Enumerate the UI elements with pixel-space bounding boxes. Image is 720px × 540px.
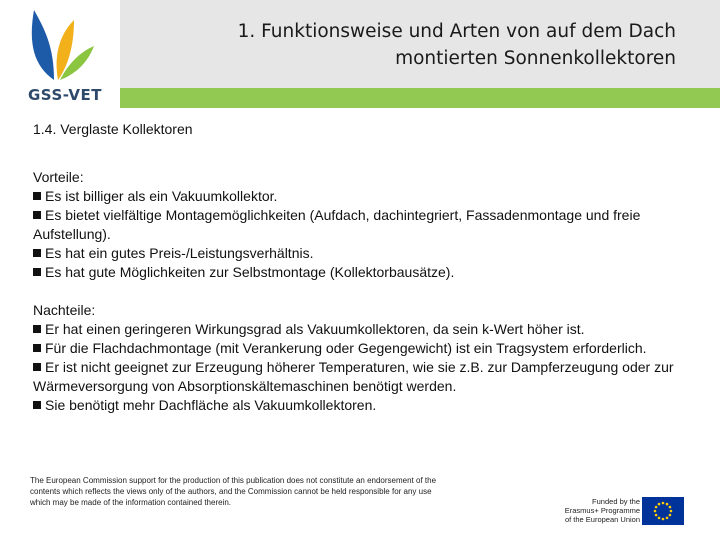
title-line-1: 1. Funktionsweise und Arten von auf dem Dach	[237, 21, 676, 42]
spacer	[33, 282, 683, 301]
eu-star-icon	[670, 510, 673, 513]
disadvantages-heading: Nachteile:	[33, 302, 96, 318]
disadvantage-item	[33, 396, 683, 415]
funded-by-text	[560, 497, 640, 524]
bullet-square-icon	[33, 344, 41, 352]
advantage-text: Es bietet vielfältige Montagemöglichkeiten (Aufdach, dachintegriert, Fassadenmontage und freie Aufstellung).	[33, 207, 641, 242]
advantage-text: Es hat gute Möglichkeiten zur Selbstmontage (Kollektorbausätze).	[45, 264, 455, 280]
advantage-item	[33, 263, 683, 282]
disadvantage-item	[33, 320, 683, 339]
eu-star-icon	[662, 502, 665, 505]
eu-star-icon	[654, 510, 657, 513]
content-body	[33, 168, 683, 415]
eu-star-icon	[658, 503, 661, 506]
accent-bar	[120, 88, 720, 108]
gss-vet-logo	[18, 6, 102, 102]
eu-flag-icon	[642, 497, 684, 525]
leaf-logo-icon	[24, 6, 96, 82]
disadvantage-text: Er hat einen geringeren Wirkungsgrad als Vakuumkollektoren, da sein k-Wert höher ist.	[45, 321, 585, 337]
header-bar	[120, 0, 720, 88]
advantage-text: Es ist billiger als ein Vakuumkollektor.	[45, 188, 278, 204]
logo-text: GSS-VET	[28, 86, 102, 104]
bullet-square-icon	[33, 192, 41, 200]
funded-line-1: Funded by the	[592, 497, 640, 506]
disadvantage-item	[33, 358, 683, 396]
eu-disclaimer: The European Commission support for the production of this publication does not constitute an endorsement of the contents which reflects the views only of the authors, and the Commission cannot be held responsible for any use which may be made of the information contained therein.	[30, 476, 437, 507]
eu-star-icon	[655, 514, 658, 517]
disadvantage-text: Für die Flachdachmontage (mit Verankerung oder Gegengewicht) ist ein Tragsystem erforderlich.	[45, 340, 647, 356]
eu-star-icon	[666, 517, 669, 520]
bullet-square-icon	[33, 363, 41, 371]
section-subtitle: 1.4. Verglaste Kollektoren	[33, 121, 193, 137]
page-title	[156, 18, 676, 72]
advantage-item	[33, 187, 683, 206]
disadvantage-text: Sie benötigt mehr Dachfläche als Vakuumkollektoren.	[45, 397, 377, 413]
title-line-2: montierten Sonnenkollektoren	[395, 48, 676, 69]
eu-star-icon	[658, 517, 661, 520]
bullet-square-icon	[33, 211, 41, 219]
eu-star-icon	[655, 506, 658, 509]
advantage-item	[33, 244, 683, 263]
funded-line-2: Erasmus+ Programme	[564, 506, 640, 515]
disadvantage-item	[33, 339, 683, 358]
funded-line-3: of the European Union	[564, 515, 640, 524]
eu-star-icon	[662, 518, 665, 521]
eu-star-icon	[669, 514, 672, 517]
bullet-square-icon	[33, 249, 41, 257]
advantage-item	[33, 206, 683, 244]
bullet-square-icon	[33, 325, 41, 333]
disadvantage-text: Er ist nicht geeignet zur Erzeugung höherer Temperaturen, wie sie z.B. zur Dampferzeugung oder zur Wärmeversorgung von Absorptionskältemaschinen benötigt werden.	[33, 359, 674, 394]
advantage-text: Es hat ein gutes Preis-/Leistungsverhältnis.	[45, 245, 314, 261]
bullet-square-icon	[33, 401, 41, 409]
eu-star-icon	[669, 506, 672, 509]
eu-star-icon	[666, 503, 669, 506]
bullet-square-icon	[33, 268, 41, 276]
advantages-heading: Vorteile:	[33, 169, 84, 185]
